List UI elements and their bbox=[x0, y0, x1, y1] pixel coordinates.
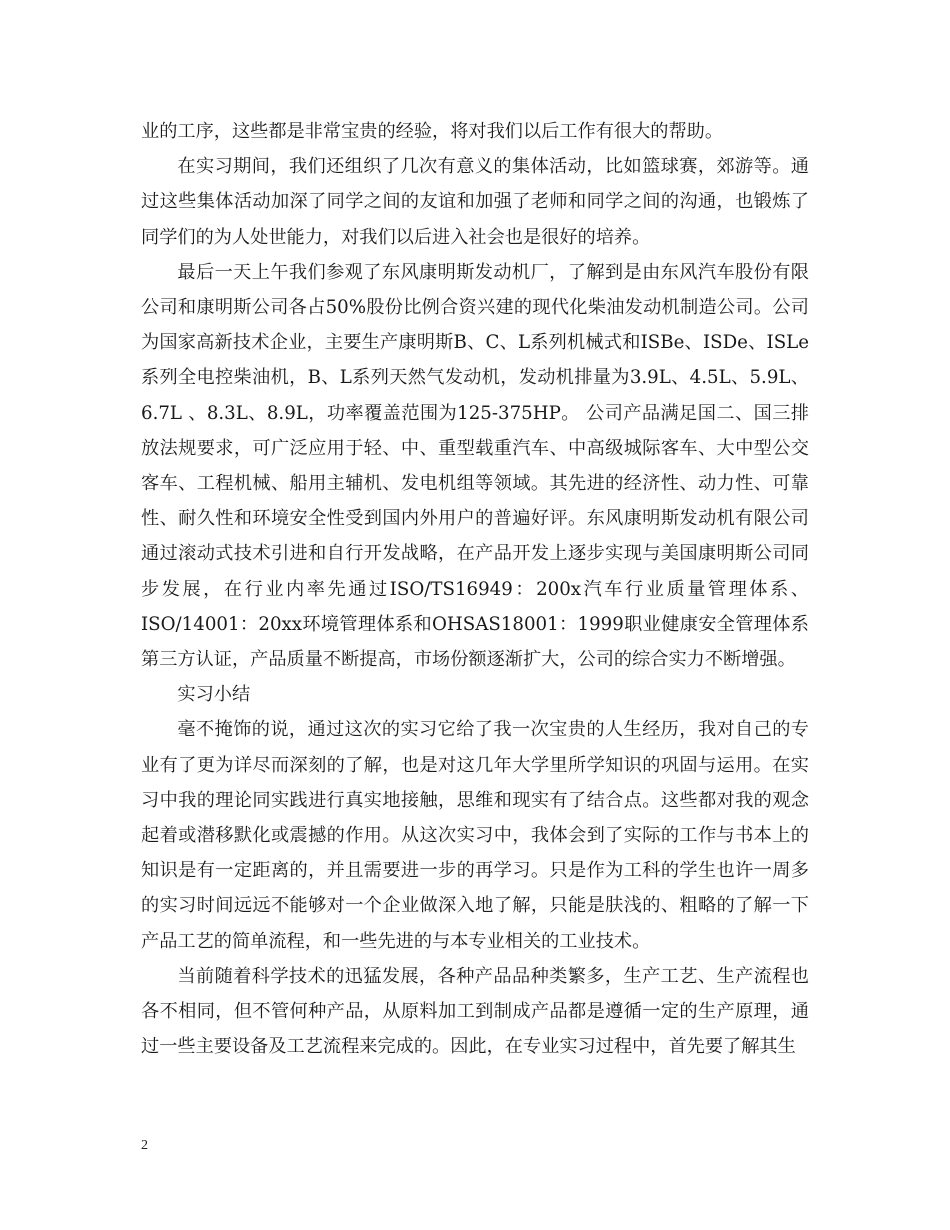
page-number: 2 bbox=[141, 1138, 148, 1153]
paragraph-summary: 毫不掩饰的说，通过这次的实习它给了我一次宝贵的人生经历，我对自己的专业有了更为详尽而深刻的了解，也是对这几年大学里所学知识的巩固与运用。在实习中我的理论同实践进行真实地接触，思维和现实有了结合点。这些都对我的观念起着或潜移默化或震撼的作用。从这次实习中，我体会到了实际的工作与书本上的知识是有一定距离的，并且需要进一步的再学习。只是作为工科的学生也许一周多的实习时间远远不能够对一个企业做深入地了解，只能是肤浅的、粗略的了解一下产品工艺的简单流程，和一些先进的与本专业相关的工业技术。 bbox=[141, 719, 809, 952]
paragraph-technology: 当前随着科学技术的迅猛发展，各种产品品种类繁多，生产工艺、生产流程也各不相同，但不管何种产品，从原料加工到制成产品都是遵循一定的生产原理，通过一些主要设备及工艺流程来完成的。因此，在专业实习过程中，首先要了解其生 bbox=[141, 965, 809, 1058]
paragraph-continuation: 业的工序，这些都是非常宝贵的经验，将对我们以后工作有很大的帮助。 bbox=[141, 121, 724, 142]
paragraph-factory-visit: 最后一天上午我们参观了东风康明斯发动机厂，了解到是由东风汽车股份有限公司和康明斯公司各占50%股份比例合资兴建的现代化柴油发动机制造公司。公司为国家高新技术企业，主要生产康明斯B、C、L系列机械式和ISBe、ISDe、ISLe系列全电控柴油机，B、L系列天然气发动机，发动机排量为3.9L、4.5L、5.9L、6.7L 、8.3L、8.9L，功率覆盖范围为125-375HP。 公司产品满足国二、国三排放法规要求，可广泛应用于轻、中、重型载重汽车、中高级城际客车、大中型公交客车、工程机械、船用主辅机、发电机组等领域。其先进的经济性、动力性、可靠性、耐久性和环境安全性受到国内外用户的普遍好评。东风康明斯发动机有限公司通过滚动式技术引进和自行开发战略，在产品开发上逐步实现与美国康明斯公司同步发展，在行业内率先通过ISO/TS16949：200x汽车行业质量管理体系、ISO/14001：20xx环境管理体系和OHSAS18001：1999职业健康安全管理体系第三方认证，产品质量不断提高，市场份额逐渐扩大，公司的综合实力不断增强。 bbox=[141, 261, 809, 671]
body-text bbox=[141, 114, 809, 1064]
paragraph-group-activities: 在实习期间，我们还组织了几次有意义的集体活动，比如篮球赛，郊游等。通过这些集体活动加深了同学之间的友谊和加强了老师和同学之间的沟通，也锻炼了同学们的为人处世能力，对我们以后进入社会也是很好的培养。 bbox=[141, 156, 809, 248]
section-heading-summary: 实习小结 bbox=[177, 684, 251, 706]
